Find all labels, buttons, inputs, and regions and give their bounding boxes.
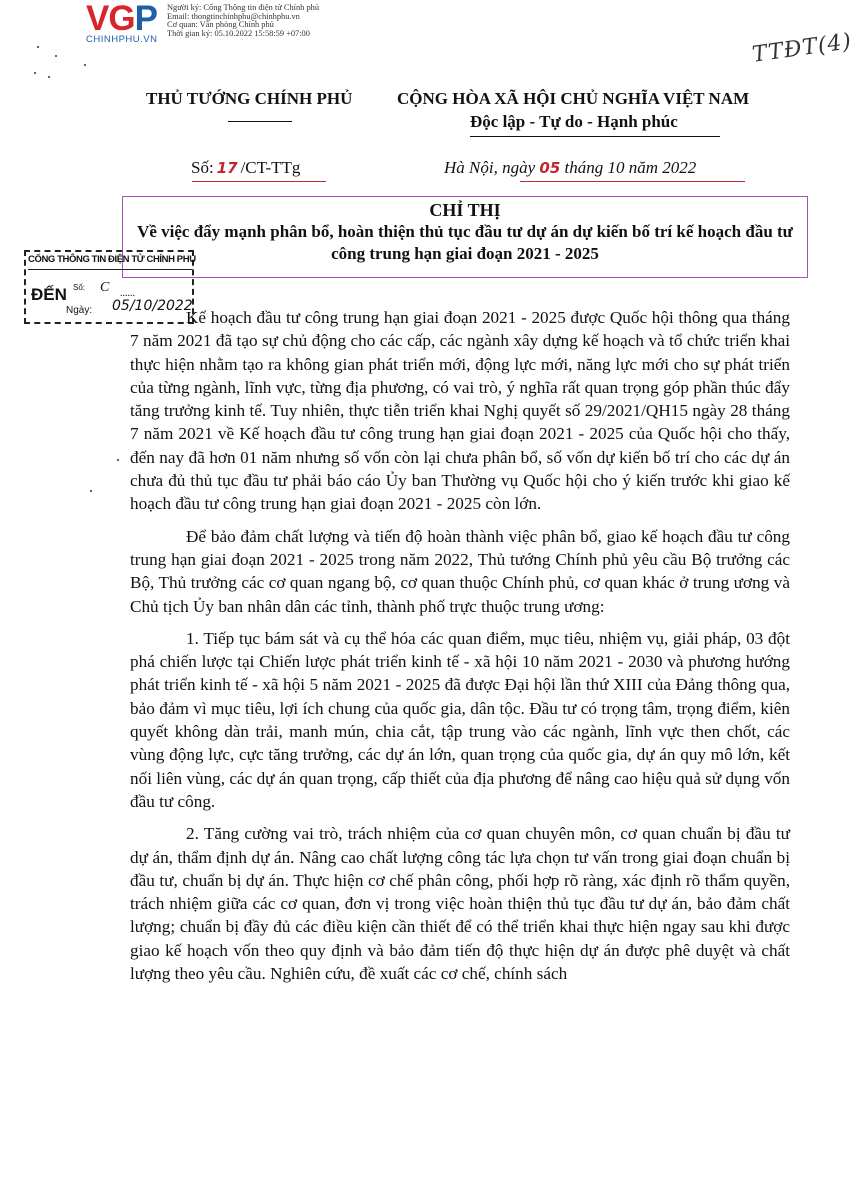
stamp-number-value: C <box>100 280 110 295</box>
stamp-date-label: Ngày: <box>66 305 93 316</box>
logo-red-letters: VG <box>86 0 135 38</box>
issuer-heading: THỦ TƯỚNG CHÍNH PHỦ <box>146 89 353 108</box>
stamp-den-label: ĐẾN <box>31 285 67 304</box>
vgp-logo-mark <box>86 2 157 36</box>
date-day: 05 <box>539 159 561 177</box>
body-paragraph-item-1: 1. Tiếp tục bám sát và cụ thể hóa các quan điểm, mục tiêu, nhiệm vụ, giải pháp, 03 đột phá chiến lược tại Chiến lược phát triển kinh tế - xã hội 10 năm 2021 - 2030 và phương hướng phát triển kinh tế - xã hội 5 năm 2021 - 2025 đã được Đại hội lần thứ XIII của Đảng thông qua, bảo đảm vì mục tiêu, lợi ích chung của quốc gia, dân tộc. Đầu tư có trọng tâm, trọng điểm, kiên quyết không dàn trải, manh mún, chia cắt, tập trung vào các ngành, lĩnh vực then chốt, các vùng động lực, cực tăng trưởng, các dự án lớn, quan trọng của quốc gia, dự án quy mô lớn, kết nối liên vùng, các dự án quan trọng, cấp thiết của địa phương để nâng cao hiệu quả sử dụng vốn đầu tư công. <box>130 628 790 811</box>
number-red-underline <box>192 181 326 182</box>
stamp-divider <box>28 269 192 270</box>
nation-heading: CỘNG HÒA XÃ HỘI CHỦ NGHĨA VIỆT NAM <box>397 89 750 108</box>
number-value: 17 <box>216 159 238 177</box>
scan-speck <box>55 55 57 57</box>
number-suffix: /CT-TTg <box>240 158 301 177</box>
scan-speck <box>117 459 119 461</box>
scan-speck <box>34 72 36 74</box>
stamp-number-label: Số: <box>73 283 86 292</box>
issuer-underline <box>228 121 292 122</box>
digital-signature <box>167 4 319 38</box>
scan-speck <box>37 46 39 48</box>
scan-speck <box>84 64 86 66</box>
signature-line: Người ký: Cổng Thông tin điện tử Chính phủ <box>167 3 320 12</box>
handwritten-corner-note: TTĐT(4) <box>750 29 854 68</box>
body-paragraph-intro: Kế hoạch đầu tư công trung hạn giai đoạn 2021 - 2025 được Quốc hội thông qua tháng 7 năm 2021 đã tạo sự chủ động cho các cấp, các ngành xây dựng kế hoạch và tổ chức triển khai thực hiện nhằm tạo ra không gian phát triển mới, động lực mới, năng lực mới cho sự phát triển của từng ngành, lĩnh vực, từng địa phương, có vai trò, ý nghĩa rất quan trọng góp phần thúc đẩy tăng trưởng kinh tế. Tuy nhiên, thực tiễn triển khai Nghị quyết số 29/2021/QH15 ngày 28 tháng 7 năm 2021 về Kế hoạch đầu tư công trung hạn giai đoạn 2021 - 2025 của Quốc hội cho thấy, đến nay đã hơn 01 năm nhưng số vốn còn lại chưa phân bổ, số vốn dự kiến bố trí cho các dự án chưa đủ thủ tục đầu tư phải báo cáo Ủy ban Thường vụ Quốc hội cho ý kiến trước khi giao kế hoạch đầu tư công trung hạn giai đoạn 2021 - 2025 còn lớn. <box>130 308 790 514</box>
national-motto: Độc lập - Tự do - Hạnh phúc <box>470 112 678 131</box>
date-suffix: tháng 10 năm 2022 <box>560 158 697 177</box>
number-prefix: Số: <box>191 158 214 177</box>
body-paragraph-item-2: 2. Tăng cường vai trò, trách nhiệm của cơ quan chuyên môn, cơ quan chuẩn bị đầu tư dự án, thẩm định dự án. Nâng cao chất lượng công tác lựa chọn tư vấn trong giai đoạn chuẩn bị đầu tư, chuẩn bị dự án. Thực hiện cơ chế phân công, phối hợp rõ ràng, xác định rõ thẩm quyền, trách nhiệm giữa các cơ quan, đơn vị trong việc hoàn thiện thủ tục đầu tư dự án, bảo đảm chất lượng; chuẩn bị đầy đủ các điều kiện cần thiết để có thể triển khai thực hiện ngay sau khi được giao kế hoạch vốn theo quy định và bảo đảm tiến độ thực hiện dự án được phê duyệt và chất lượng theo yêu cầu. Nghiên cứu, đề xuất các cơ chế, chính sách <box>130 824 790 984</box>
stamp-dots: ...... <box>120 288 135 299</box>
date-red-underline <box>520 181 745 182</box>
signature-line: Email: thongtinchinhphu@chinhphu.vn <box>167 11 300 21</box>
vgp-logo <box>86 2 157 45</box>
stamp-date-value: 05/10/2022 <box>112 298 193 314</box>
document-title <box>122 199 808 265</box>
stamp-organization: CỔNG THÔNG TIN ĐIỆN TỬ CHÍNH PHỦ <box>28 254 196 265</box>
scan-speck <box>90 490 92 492</box>
logo-blue-letter: P <box>134 0 157 38</box>
document-number <box>191 158 300 178</box>
motto-underline <box>470 136 720 137</box>
document-body <box>130 306 790 994</box>
document-type: CHỈ THỊ <box>429 200 501 220</box>
signature-line: Thời gian ký: 05.10.2022 15:58:59 +07:00 <box>167 28 310 38</box>
scan-speck <box>48 76 50 78</box>
body-paragraph-request: Để bảo đảm chất lượng và tiến độ hoàn thành việc phân bổ, giao kế hoạch đầu tư công trung hạn giai đoạn 2021 - 2025 trong năm 2022, Thủ tướng Chính phủ yêu cầu Bộ trưởng các Bộ, Thủ trưởng các cơ quan ngang bộ, cơ quan thuộc Chính phủ, cơ quan khác ở trung ương và Chủ tịch Ủy ban nhân dân các tỉnh, thành phố trực thuộc trung ương: <box>130 526 790 616</box>
signature-line: Cơ quan: Văn phòng Chính phủ <box>167 20 274 30</box>
date-prefix: Hà Nội, ngày <box>444 158 540 177</box>
document-subject: Về việc đẩy mạnh phân bổ, hoàn thiện thủ tục đầu tư dự án dự kiến bố trí kế hoạch đầu tư công trung hạn giai đoạn 2021 - 2025 <box>137 222 793 263</box>
issue-date <box>444 158 696 178</box>
logo-subtitle: CHINHPHU.VN <box>86 34 158 45</box>
